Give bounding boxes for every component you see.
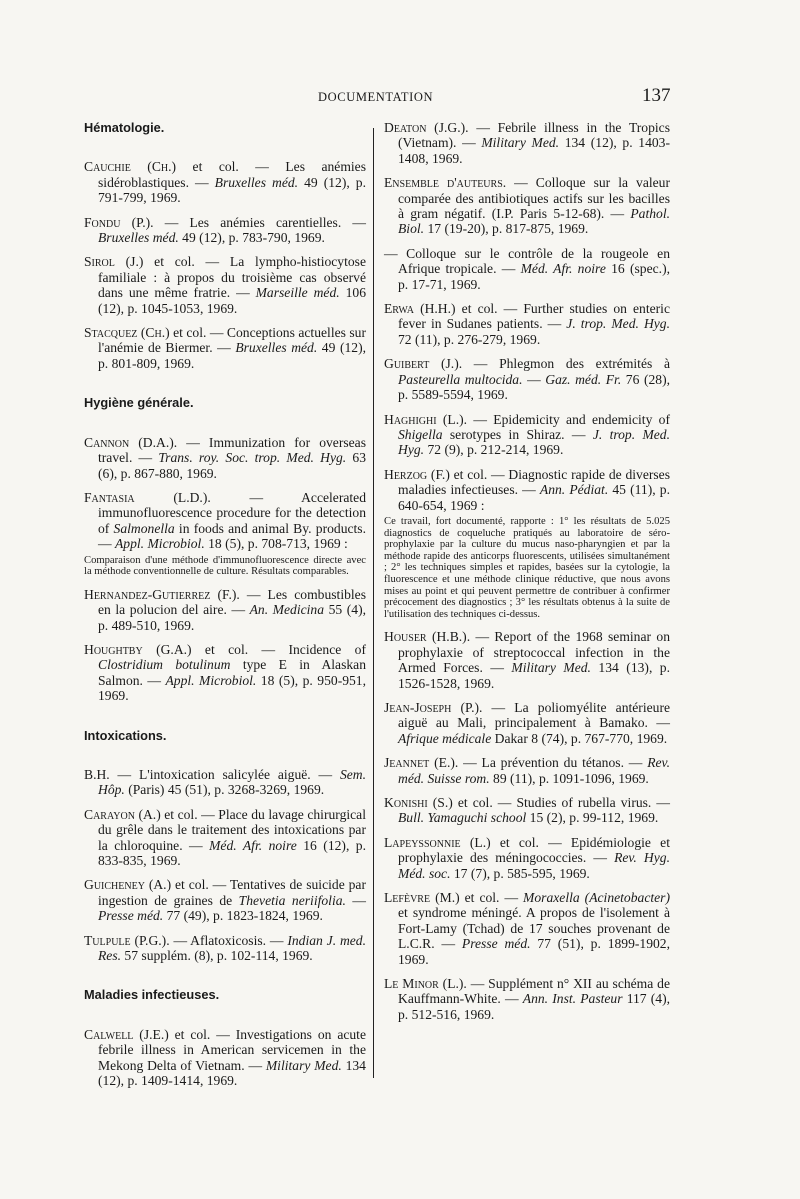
entry-author: Guicheney (A.): [84, 877, 172, 893]
entry-text: 16 (12), p. 833-835, 1969.: [98, 837, 367, 868]
bibliography-entry: [84, 1027, 366, 1089]
entry-text: et col. — Investigations on acute febrile illness in American servicemen in the Mekong Delta of Vietnam. —: [98, 1026, 366, 1073]
entry-journal: Moraxella (Acinetobacter): [523, 889, 670, 905]
entry-author: Cannon (D.A.).: [84, 434, 178, 450]
entry-journal: Bruxelles méd.: [98, 230, 179, 246]
entry-journal: Gaz. méd. Fr.: [545, 371, 622, 387]
entry-text: 45 (11), p. 640-654, 1969 :: [398, 482, 670, 513]
bibliography-entry: [384, 246, 670, 292]
entry-text: 17 (7), p. 585-595, 1969.: [450, 865, 590, 881]
entry-text: 63 (6), p. 867-880, 1969.: [98, 450, 366, 481]
entry-text: — Aflatoxicosis. —: [169, 932, 288, 948]
entry-author: Fondu (P.).: [84, 214, 154, 230]
entry-author: B.H.: [84, 766, 110, 782]
entry-note: Ce travail, fort documenté, rapporte : 1° les résultats de 5.025 diagnostics de coqueluche pratiqués au laboratoire de séro-prophylaxie par la culture du mucus naso-pharyngien et par la méthode rapide des anticorps fluorescents, utilisées simultanément ; 2° les techniques simples et rapides, basées sur la cytologie, la fluorescence et une méthode clinique réductive, que nous avons mises au point et qui peuvent permettre de contribuer à confirmer précocement des diagnostics ; 3° les résultats obtenus à la suite de l'utilisation des techniques ci-dessus.: [384, 515, 670, 620]
entry-journal: Shigella: [398, 426, 443, 442]
entry-journal: Bull. Yamaguchi school: [398, 810, 527, 826]
entry-text: serotypes in Shiraz. —: [442, 426, 593, 442]
entry-text: — Immunization for overseas travel. —: [98, 434, 366, 466]
entry-author: Le Minor (L.).: [384, 976, 467, 991]
entry-journal: Sem. Hôp.: [98, 766, 366, 798]
entry-text: et col. — Diagnostic rapide de diverses maladies infectieuses. —: [398, 466, 671, 498]
entry-author: Ensemble d'auteurs.: [384, 175, 507, 191]
entry-text: — L'intoxication salicylée aiguë. —: [109, 766, 340, 782]
bibliography-entry: [384, 700, 670, 746]
entry-text: — La poliomyélite antérieure aiguë au Mali, principalement à Bamako. —: [398, 699, 671, 731]
entry-journal: Rev. Hyg. Méd. soc.: [398, 850, 670, 881]
bibliography-entry: [84, 159, 366, 205]
entry-text: 49 (12), p. 783-790, 1969.: [178, 230, 325, 246]
entry-journal: Afrique médicale: [398, 730, 492, 746]
entry-journal: Bruxelles méd.: [235, 340, 318, 356]
entry-text: et col. — Studies of rubella virus. —: [452, 794, 670, 810]
entry-text: et col. — Epidémiologie et prophylaxie des méningococcies. —: [398, 834, 670, 866]
entry-journal: Military Med.: [481, 135, 560, 151]
entry-journal: Presse méd.: [461, 936, 531, 952]
left-column: [84, 120, 366, 1097]
entry-text: 72 (11), p. 276-279, 1969.: [398, 331, 541, 347]
entry-author: Deaton (J.G.).: [384, 120, 469, 135]
entry-text: 18 (5), p. 950-951, 1969.: [98, 672, 367, 704]
bibliography-entry: [384, 175, 670, 237]
bibliography-entry: [84, 215, 366, 246]
entry-author: Jean-Joseph (P.).: [384, 699, 483, 715]
entry-journal: Pasteurella multocida.: [398, 371, 523, 387]
section-heading: Intoxications.: [84, 727, 167, 743]
entry-text: et col. — Tentatives de suicide par ingestion de graines de: [98, 877, 366, 908]
bibliography-entry: [84, 490, 366, 552]
entry-text: — Les combustibles en la polucion del aire. —: [98, 586, 366, 618]
bibliography-entry: [384, 976, 670, 1022]
section: [84, 728, 366, 964]
bibliography-entry: [384, 301, 670, 347]
entry-text: 89 (11), p. 1091-1096, 1969.: [489, 770, 649, 786]
entry-journal: Ann. Pédiat.: [539, 482, 609, 498]
entry-text: et col. — La lympho-histiocytose familiale : à propos du troisième cas observé dans une même fratrie. —: [98, 254, 367, 301]
entry-journal: Military Med.: [265, 1057, 342, 1073]
entry-author: Herzog (F.): [384, 466, 450, 482]
entry-journal: An. Medicina: [249, 602, 325, 618]
entry-author: Houghtby (G.A.): [84, 641, 192, 657]
entry-text: 134 (13), p. 1526-1528, 1969.: [398, 660, 670, 691]
section: [84, 395, 366, 703]
entry-journal: Méd. Afr. noire: [209, 837, 297, 853]
bibliography-entry: [384, 835, 670, 881]
bibliography-entry: [384, 890, 670, 967]
bibliography-entry: [384, 755, 670, 786]
entry-text: 76 (28), p. 5589-5594, 1969.: [398, 371, 671, 403]
entry-journal: Ann. Inst. Pasteur: [522, 991, 623, 1007]
entry-journal: Bruxelles méd.: [214, 174, 299, 190]
entry-text: et syndrome méningé. A propos de l'isolement à Fort-Lamy (Tchad) de 17 souches provenant de L.C.R. —: [398, 905, 670, 952]
bibliography-entry: [84, 587, 366, 633]
section-heading: Hématologie.: [84, 120, 165, 135]
entry-text: in foods and animal By. products. —: [98, 520, 366, 552]
entry-text: 72 (9), p. 212-214, 1969.: [424, 442, 564, 458]
section: [84, 987, 366, 1088]
entry-author: Guibert (J.).: [384, 356, 463, 372]
entry-text: 16 (spec.), p. 17-71, 1969.: [398, 261, 670, 292]
entry-text: — Les anémies carentielles. —: [153, 214, 367, 230]
entry-text: 77 (51), p. 1899-1902, 1969.: [398, 936, 671, 967]
entry-author: Jeannet (E.).: [384, 755, 459, 771]
entry-text: 134 (12), p. 1403-1408, 1969.: [398, 135, 670, 166]
entry-author: Lefèvre (M.): [384, 889, 460, 905]
entry-text: — Colloque sur la valeur comparée des antibiotiques actifs sur les bacilles à gram négatif. (I.P. Paris 5-12-68). —: [398, 175, 670, 222]
entry-journal: Trans. roy. Soc. trop. Med. Hyg.: [158, 450, 347, 466]
entry-text: 117 (4), p. 512-516, 1969.: [398, 991, 671, 1022]
entry-text: —: [345, 892, 366, 908]
entry-note: Comparaison d'une méthode d'immunofluorescence directe avec la méthode conventionnelle de culture. Résultats comparables.: [84, 554, 366, 578]
entry-text: — La prévention du tétanos. —: [458, 755, 648, 771]
entry-text: Dakar 8 (74), p. 767-770, 1969.: [491, 730, 668, 746]
bibliography-entry: [84, 933, 366, 964]
entry-text: — Phlegmon des extrémités à: [462, 356, 670, 372]
entry-text: 134 (12), p. 1409-1414, 1969.: [98, 1057, 366, 1089]
entry-text: —: [522, 371, 546, 387]
entry-journal: Presse méd.: [98, 908, 164, 924]
entry-text: 18 (5), p. 708-713, 1969 :: [204, 536, 348, 552]
entry-text: et col. — Conceptions actuelles sur l'anémie de Biermer. —: [98, 325, 366, 356]
entry-journal: Pathol. Biol.: [398, 206, 670, 237]
entry-text: 55 (4), p. 489-510, 1969.: [98, 602, 366, 633]
entry-text: et col. — Incidence of: [191, 641, 366, 657]
bibliography-entry: [384, 412, 670, 458]
entry-text: 77 (49), p. 1823-1824, 1969.: [163, 908, 323, 924]
entry-text: 49 (12), p. 801-809, 1969.: [98, 340, 366, 371]
entry-text: 15 (2), p. 99-112, 1969.: [526, 810, 659, 826]
bibliography-entry: [384, 467, 670, 513]
bibliography-entry: [84, 807, 366, 869]
entry-text: 57 supplém. (8), p. 102-114, 1969.: [121, 948, 313, 964]
entry-text: — Epidemicity and endemicity of: [467, 411, 671, 427]
entry-journal: J. trop. Med. Hyg.: [566, 316, 670, 332]
bibliography-entry: [84, 642, 366, 704]
entry-text: 17 (19-20), p. 817-875, 1969.: [424, 221, 589, 237]
entry-journal: Indian J. med. Res.: [98, 932, 366, 964]
entry-author: Hernandez-Gutierrez (F.).: [84, 586, 240, 602]
entry-text: et col. — Les anémies sidéroblastiques. —: [98, 159, 366, 190]
entry-text: type E in Alaskan Salmon. —: [98, 657, 367, 688]
right-column: [384, 120, 670, 1031]
column-divider: [373, 128, 374, 1078]
entry-author: Cauchie (Ch.): [84, 159, 177, 175]
entry-text: — Supplément n° XII au schéma de Kauffmann-White. —: [398, 976, 670, 1007]
entry-journal: Thevetia neriifolia.: [238, 892, 346, 908]
entry-text: 106 (12), p. 1045-1053, 1969.: [98, 285, 366, 316]
entry-author: Lapeyssonnie (L.): [384, 834, 491, 850]
bibliography-entry: [84, 435, 366, 481]
entry-text: 49 (12), p. 791-799, 1969.: [98, 174, 367, 206]
bibliography-entry: [384, 795, 670, 826]
entry-journal: Marseille méd.: [255, 285, 340, 301]
page-number: 137: [642, 85, 671, 106]
bibliography-entry: [84, 254, 366, 316]
entry-text: — Febrile illness in the Tropics (Vietnam). —: [398, 120, 670, 151]
page-header: [0, 85, 800, 108]
entry-journal: J. trop. Med. Hyg.: [398, 426, 670, 458]
entry-text: et col. — Place du lavage chirurgical du grêle dans le traitement des intoxications par la chloroquine. —: [98, 806, 366, 853]
section-heading: Hygiène générale.: [84, 395, 194, 411]
entry-journal: Appl. Microbiol.: [165, 672, 257, 688]
bibliography-entry: [384, 629, 670, 691]
bibliography-entry: [84, 767, 366, 798]
entry-author: Fantasia (L.D.).: [84, 489, 211, 505]
entry-author: Haghighi (L.).: [384, 411, 468, 427]
entry-author: Stacquez (Ch.): [84, 325, 170, 341]
bibliography-entry: [84, 877, 366, 923]
running-head: DOCUMENTATION: [318, 90, 434, 104]
entry-text: (Paris) 45 (51), p. 3268-3269, 1969.: [124, 782, 325, 798]
entry-author: Konishi (S.): [384, 794, 453, 810]
entry-journal: Military Med.: [511, 660, 591, 676]
entry-journal: Clostridium botulinum: [98, 657, 231, 673]
entry-author: Sirol (J.): [84, 254, 144, 270]
section-heading: Maladies infectieuses.: [84, 987, 220, 1003]
bibliography-entry: [384, 356, 670, 402]
entry-text: — Accelerated immunofluorescence procedure for the detection of: [98, 489, 366, 536]
entry-author: Carayon (A.): [84, 806, 161, 822]
entry-author: Houser (H.B.).: [384, 629, 471, 645]
entry-author: Calwell (J.E.): [84, 1026, 169, 1042]
entry-text: — Colloque sur le contrôle de la rougeole en Afrique tropicale. —: [384, 245, 670, 277]
entry-journal: Appl. Microbiol.: [115, 536, 205, 552]
entry-author: Tulpule (P.G.).: [84, 932, 170, 948]
bibliography-entry: [84, 325, 366, 371]
entry-journal: Rev. méd. Suisse rom.: [398, 755, 670, 786]
entry-text: et col. —: [459, 889, 524, 905]
bibliography-entry: [384, 120, 670, 166]
entry-text: — Report of the 1968 seminar on prophylaxie of streptococcal infection in the Armed Forces. —: [398, 629, 671, 676]
entry-journal: Méd. Afr. noire: [520, 261, 606, 277]
entry-journal: Salmonella: [113, 520, 175, 536]
section: [84, 120, 366, 371]
entry-author: Erwa (H.H.): [384, 301, 456, 317]
entry-text: et col. — Further studies on enteric fever in Sudanes patients. —: [398, 301, 670, 332]
